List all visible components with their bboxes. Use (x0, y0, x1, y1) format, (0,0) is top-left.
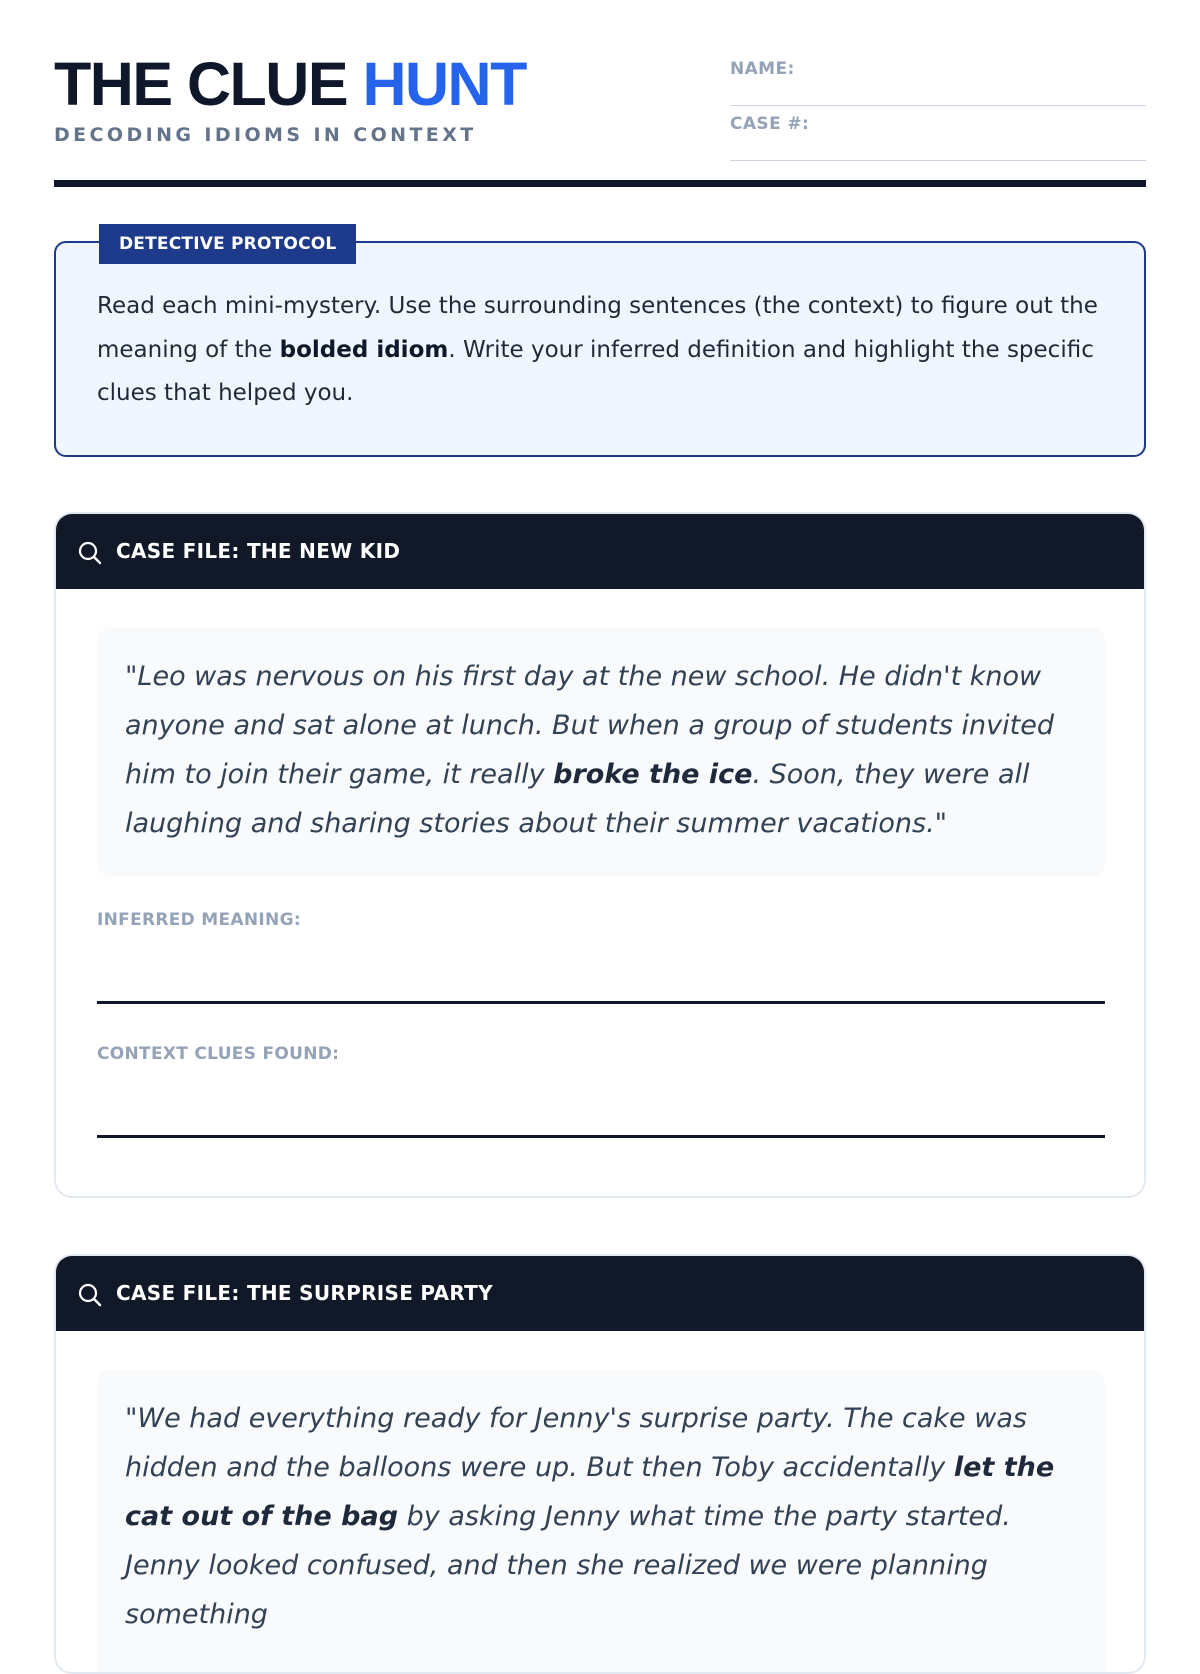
name-field[interactable] (730, 51, 1146, 106)
worksheet-header (54, 0, 1146, 188)
context-clues-line[interactable] (97, 1135, 1105, 1138)
protocol-text-end: . Write your inferred definition and highlight the specific clues that helped you. (97, 336, 1094, 406)
passage-text-start: "We had everything ready for Jenny's surprise party. The cake was hidden and the balloons were up. But then Toby accidentally (125, 1403, 1027, 1483)
case-file-card (54, 512, 1146, 1198)
worksheet-page (54, 0, 1146, 1630)
search-icon (77, 540, 103, 566)
student-info (730, 51, 1146, 161)
case-number-label: CASE #: (730, 114, 810, 134)
idiom-text: let the cat out of the bag (125, 1452, 1055, 1532)
header-divider (54, 180, 1146, 187)
title-accent: HUNT (362, 50, 526, 118)
idiom-text: broke the ice (553, 759, 753, 790)
passage-text-end: . Soon, they were all laughing and sharing stories about their summer vacations." (125, 759, 1030, 839)
protocol-instructions (97, 285, 1107, 416)
inferred-meaning-line[interactable] (97, 1001, 1105, 1004)
title-main: THE CLUE (54, 50, 347, 118)
mystery-passage (97, 628, 1105, 876)
case-file-title: CASE FILE: THE SURPRISE PARTY (116, 1281, 493, 1305)
case-file-header (56, 1256, 1144, 1331)
passage-text-start: "Leo was nervous on his first day at the new school. He didn't know anyone and sat alone at lunch. But when a group of students invited him to join their game, it really (125, 661, 1054, 790)
case-file-title: CASE FILE: THE NEW KID (116, 539, 401, 563)
mystery-passage (97, 1370, 1105, 1674)
passage-text-end: by asking Jenny what time the party started. Jenny looked confused, and then she realized we were planning something (125, 1501, 1011, 1630)
protocol-tag: DETECTIVE PROTOCOL (99, 224, 356, 264)
case-file-header (56, 514, 1144, 589)
search-icon (77, 1282, 103, 1308)
protocol-text-bold: bolded idiom (279, 336, 449, 363)
page-subtitle: DECODING IDIOMS IN CONTEXT (54, 124, 477, 146)
inferred-meaning-label: INFERRED MEANING: (97, 910, 301, 930)
protocol-box (54, 234, 1146, 457)
case-file-card (54, 1254, 1146, 1674)
context-clues-label: CONTEXT CLUES FOUND: (97, 1044, 340, 1064)
protocol-text-start: Read each mini-mystery. Use the surrounding sentences (the context) to figure out the meaning of the (97, 293, 1098, 363)
name-label: NAME: (730, 59, 795, 79)
case-number-field[interactable] (730, 106, 1146, 161)
page-title (54, 50, 526, 118)
